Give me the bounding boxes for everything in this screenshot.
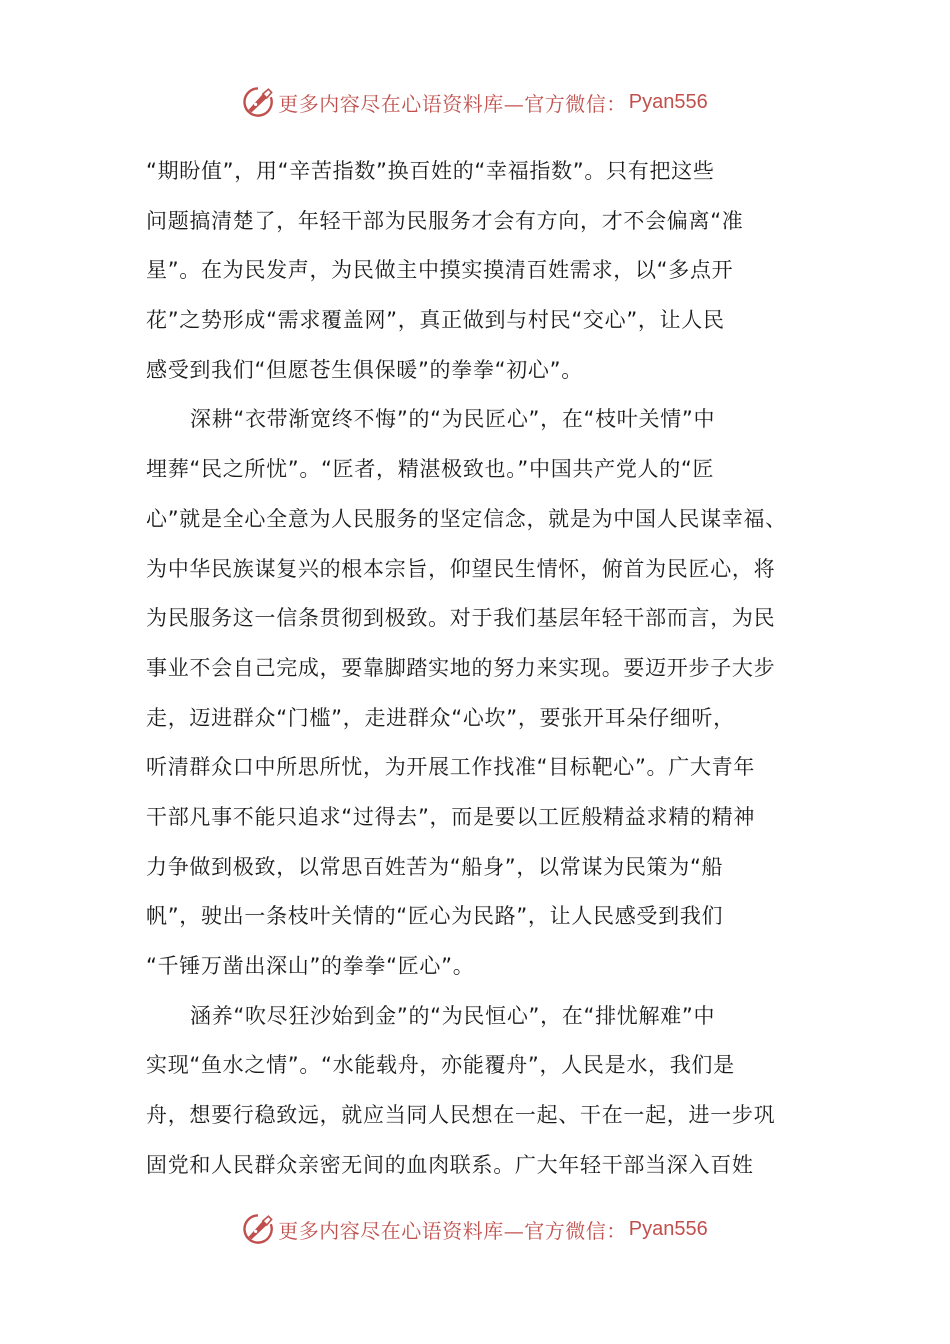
text-line: 力争做到极致，以常思百姓苦为“船身”，以常谋为民策为“船 [146, 854, 724, 879]
footer-banner-text: 更多内容尽在心语资料库—官方微信： [278, 1218, 627, 1243]
header-banner-text: 更多内容尽在心语资料库—官方微信： [278, 91, 627, 116]
header-wechat-id: Pyan556 [628, 90, 708, 113]
text-line: “千锤万凿出深山”的拳拳“匠心”。 [146, 954, 475, 978]
paragraph-start-line: 深耕“衣带渐宽终不悔”的“为民匠心”，在“枝叶关情”中 [190, 407, 716, 432]
text-line: 星”。在为民发声，为民做主中摸实摸清百姓需求，以“多点开 [146, 258, 734, 283]
paragraph-start-line: 涵养“吹尽狂沙始到金”的“为民恒心”，在“排忧解难”中 [190, 1003, 716, 1028]
text-line: 埋葬“民之所忧”。“匠者，精湛极致也。”中国共产党人的“匠 [146, 457, 715, 482]
text-line: 干部凡事不能只追求“过得去”，而是要以工匠般精益求精的精神 [146, 804, 756, 829]
text-line: 为中华民族谋复兴的根本宗旨，仰望民生情怀，俯首为民匠心，将 [146, 556, 776, 581]
text-line: 走，迈进群众“门槛”，走进群众“心坎”，要张开耳朵仔细听， [146, 705, 735, 730]
document-body [146, 147, 836, 1190]
footer-banner [0, 1209, 950, 1249]
text-line: 心”就是全心全意为人民服务的坚定信念，就是为中国人民谋幸福、 [146, 506, 787, 531]
text-line: 花”之势形成“需求覆盖网”，真正做到与村民“交心”，让人民 [146, 308, 725, 333]
pen-nib-circle-icon [242, 86, 274, 118]
text-line: 固党和人民群众亲密无间的血肉联系。广大年轻干部当深入百姓 [146, 1152, 754, 1177]
text-line: 为民服务这一信条贯彻到极致。对于我们基层年轻干部而言，为民 [146, 606, 776, 631]
text-line: 感受到我们“但愿苍生俱保暖”的拳拳“初心”。 [146, 357, 583, 382]
pen-nib-circle-icon [242, 1213, 274, 1245]
text-line: 听清群众口中所思所忧，为开展工作找准“目标靶心”。广大青年 [146, 755, 756, 780]
text-line: “期盼值”，用“辛苦指数”换百姓的“幸福指数”。只有把这些 [146, 159, 715, 183]
text-line: 帆”，驶出一条枝叶关情的“匠心为民路”，让人民感受到我们 [146, 904, 724, 929]
footer-wechat-id: Pyan556 [628, 1217, 708, 1240]
text-line: 事业不会自己完成，要靠脚踏实地的努力来实现。要迈开步子大步 [146, 655, 776, 680]
text-line: 问题搞清楚了，年轻干部为民服务才会有方向，才不会偏离“准 [146, 208, 744, 233]
text-line: 实现“鱼水之情”。“水能载舟，亦能覆舟”，人民是水，我们是 [146, 1053, 735, 1078]
header-banner [0, 82, 950, 122]
text-line: 舟，想要行稳致远，就应当同人民想在一起、干在一起，进一步巩 [146, 1103, 776, 1128]
